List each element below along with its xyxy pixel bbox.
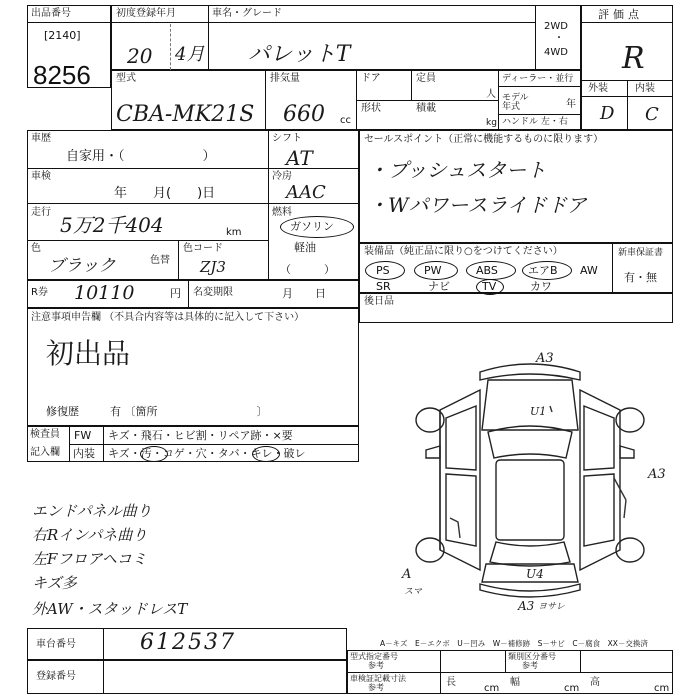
lot-sub: [2140] xyxy=(44,29,81,42)
height-cm: cm xyxy=(654,683,670,694)
deadline-value: 月 日 xyxy=(282,287,326,300)
equip-sr: SR xyxy=(376,280,391,293)
inspection-label: 車検 xyxy=(31,171,51,182)
equip-leather: カワ xyxy=(530,280,552,293)
cooling-value: AAC xyxy=(286,182,326,203)
equip-ps: PS xyxy=(376,264,390,277)
history-label: 車歴 xyxy=(31,133,51,144)
history-value: 自家用・（ ） xyxy=(66,149,216,164)
sales-point-label: セールスポイント（正常に機能するものに限ります） xyxy=(364,134,604,145)
model-spec-label: 型式指定番号 xyxy=(350,652,398,661)
mark-a3-right: A3 xyxy=(648,467,666,482)
displacement-unit: cc xyxy=(340,115,351,126)
capacity-label: 定員 xyxy=(416,73,436,84)
car-name-label: 車名・グレード xyxy=(212,8,282,19)
warranty-value: 有・無 xyxy=(624,271,657,284)
warranty-label: 新車保証書 xyxy=(618,248,664,258)
notes-header: 注意事項申告欄 （不具合内容等は具体的に記入して下さい） xyxy=(31,312,305,323)
model-year-label: モデル年式 xyxy=(502,93,529,112)
first-reg-label: 初度登録年月 xyxy=(116,8,176,19)
eval-label: 評価点 xyxy=(598,8,643,21)
mark-a-left-note: スマ xyxy=(404,587,422,597)
inspector-note-1: エンドパネル曲り xyxy=(32,502,152,520)
registration-label: 登録番号 xyxy=(36,671,76,682)
equip-airbag: エアB xyxy=(528,264,558,277)
sales-point-line2: ・Wパワースライドドア xyxy=(368,193,587,217)
fuel-other: （ ） xyxy=(280,263,335,276)
color-code-label: 色コード xyxy=(183,243,223,254)
sales-point-line1: ・プッシュスタート xyxy=(368,158,547,182)
sales-point-frame xyxy=(359,130,673,243)
capacity-unit: 人 xyxy=(486,89,496,100)
eval-exterior-label: 外装 xyxy=(588,83,608,94)
equipment-label: 装備品（純正品に限り○をつけてください） xyxy=(364,246,563,257)
displacement-value: 660 xyxy=(283,102,325,127)
eval-interior-value: C xyxy=(645,104,659,125)
inspector-label1: 検査員 xyxy=(30,429,60,440)
mark-u4: U4 xyxy=(526,567,544,581)
displacement-label: 排気量 xyxy=(270,73,300,84)
inspector-label2: 記入欄 xyxy=(30,447,60,458)
chassis-value: 612537 xyxy=(140,630,236,655)
load-label: 積載 xyxy=(416,103,436,114)
deadline-label: 名変期限 xyxy=(193,287,233,298)
inspector-interior-label: 内装 xyxy=(73,447,95,460)
color-label: 色 xyxy=(31,243,41,254)
category-label: 類別区分番号 xyxy=(508,652,556,661)
recycle-value: 10110 xyxy=(74,282,135,304)
mark-circle-1 xyxy=(140,446,168,462)
length-label: 長 xyxy=(446,677,456,688)
model-spec-sub: 参考 xyxy=(368,661,384,670)
drive-2wd: 2WD xyxy=(544,21,568,32)
handle-label: ハンドル 左・右 xyxy=(502,117,568,127)
lot-label: 出品番号 xyxy=(31,8,71,19)
shift-label: シフト xyxy=(272,133,302,144)
model-label: 型式 xyxy=(116,73,136,84)
mileage-unit: km xyxy=(226,227,242,238)
category-sub: 参考 xyxy=(522,661,538,670)
height-label: 高 xyxy=(590,677,600,688)
eval-exterior-value: D xyxy=(600,103,615,124)
color-value: ブラック xyxy=(48,256,116,276)
color-code-value: ZJ3 xyxy=(200,258,226,276)
inspector-note-4: キズ多 xyxy=(32,574,77,592)
drive-dot: ・ xyxy=(554,33,564,44)
damage-legend: A－キズ E－エクボ U－凹み W－補修跡 S－サビ C－腐食 XX－交換済 xyxy=(380,639,648,648)
eval-interior-label: 内装 xyxy=(635,83,655,94)
mark-u1: U1 xyxy=(530,405,547,418)
chassis-label: 車台番号 xyxy=(36,639,76,650)
cooling-label: 冷房 xyxy=(272,171,292,182)
inspector-note-2: 右Rインパネ曲り xyxy=(32,526,148,544)
repair-value: 有 〔箇所 〕 xyxy=(110,405,268,418)
load-unit: kg xyxy=(486,118,497,128)
equip-navi: ナビ xyxy=(428,280,450,293)
inspector-fw-items: キズ・飛石・ヒビ割・リペア跡・×要 xyxy=(108,429,293,442)
posttext-label: 後日品 xyxy=(364,296,394,307)
mileage-label: 走行 xyxy=(31,207,51,218)
fuel-label: 燃料 xyxy=(272,207,292,218)
color-number-label: 色替 xyxy=(150,255,170,266)
inspector-interior-items: キズ・汚・コゲ・穴・タバ・キレ・破レ xyxy=(108,447,306,460)
repair-label: 修復歴 xyxy=(46,405,79,418)
first-reg-month: 4月 xyxy=(175,44,205,65)
mark-circle-2 xyxy=(252,446,280,462)
model-value: CBA-MK21S xyxy=(116,102,255,127)
inspector-note-3: 左Fフロアヘコミ xyxy=(32,550,147,568)
car-name-value: パレットT xyxy=(248,42,351,67)
dimensions-sub: 参考 xyxy=(368,683,384,692)
eval-value: R xyxy=(622,41,645,76)
inspection-value: 年 月( )日 xyxy=(114,186,216,201)
fuel-gasoline: ガソリン xyxy=(290,220,334,233)
first-reg-year: 20 xyxy=(127,44,153,68)
mark-a-left: A xyxy=(402,567,412,582)
equip-abs: ABS xyxy=(476,264,498,277)
dealer-label: ディーラー・並行 xyxy=(502,74,574,84)
mileage-value: 5万2千404 xyxy=(60,213,164,237)
length-cm: cm xyxy=(484,683,500,694)
width-label: 幅 xyxy=(510,677,520,688)
mark-a3-bottom: A3 xyxy=(518,599,535,613)
recycle-label: R券 xyxy=(31,287,48,298)
notes-value: 初出品 xyxy=(46,337,131,370)
fuel-diesel: 軽油 xyxy=(294,241,316,254)
year-unit: 年 xyxy=(566,99,576,110)
dimensions-label: 車検証記載寸法 xyxy=(350,674,406,683)
mark-a3-top: A3 xyxy=(536,351,554,366)
doors-label: ドア xyxy=(361,73,381,84)
shift-value: AT xyxy=(286,146,313,170)
equip-pw: PW xyxy=(424,264,442,277)
equip-tv: TV xyxy=(482,280,497,293)
inspector-note-5: 外AW・スタッドレスT xyxy=(32,600,188,618)
posttext-frame xyxy=(359,293,673,323)
mark-a3-bottom-note: ヨサレ xyxy=(538,602,565,612)
equip-aw: AW xyxy=(580,264,598,277)
drive-4wd: 4WD xyxy=(544,47,568,58)
shape-label: 形状 xyxy=(361,103,381,114)
lot-number: 8256 xyxy=(33,60,91,90)
inspector-fw-label: FW xyxy=(74,429,92,442)
width-cm: cm xyxy=(564,683,580,694)
recycle-unit: 円 xyxy=(170,287,181,300)
